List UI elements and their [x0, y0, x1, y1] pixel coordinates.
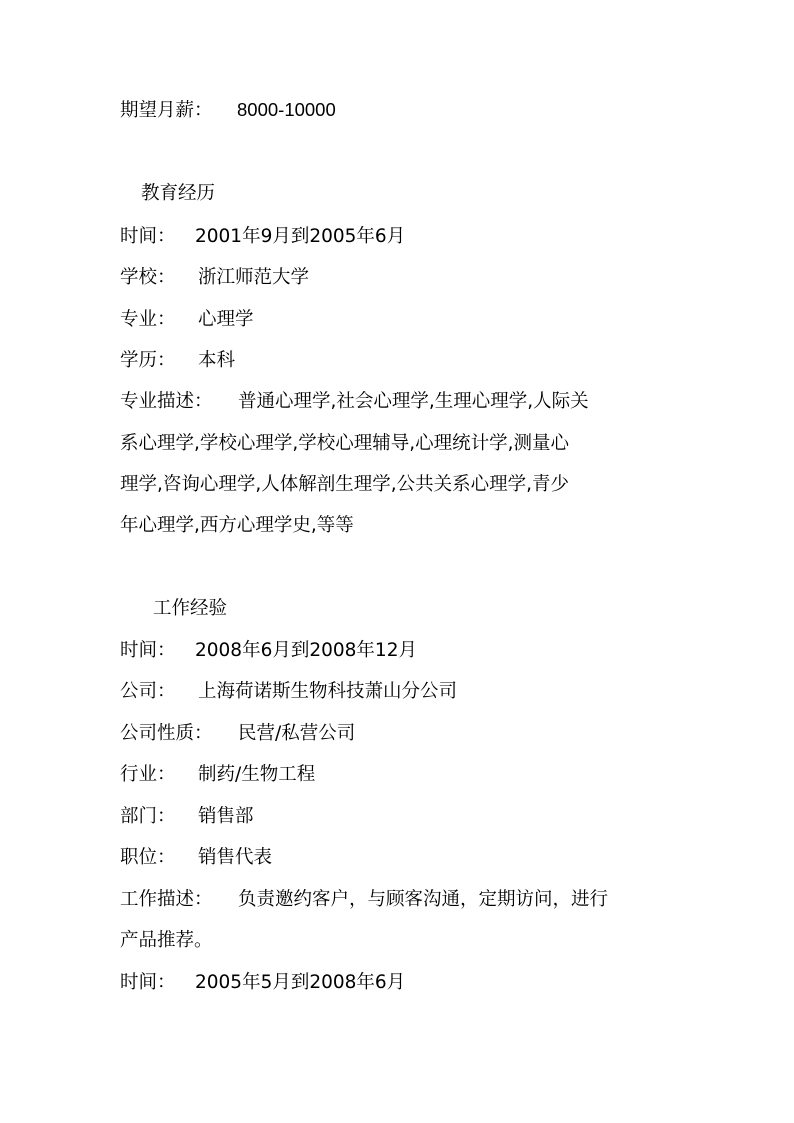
job1-description-line-2: 产品推荐。: [120, 930, 213, 951]
job1-description-text: 负责邀约客户，与顾客沟通，定期访问，进行: [238, 889, 609, 910]
job1-position-label: 职位：: [120, 847, 176, 868]
education-heading: 教育经历: [141, 183, 216, 204]
job2-time-line: [120, 971, 405, 995]
job1-description-label: 工作描述：: [120, 889, 213, 910]
major-description-label: 专业描述：: [120, 391, 213, 412]
major-label: 专业：: [120, 309, 176, 330]
job1-time-line: [120, 639, 417, 663]
job1-company-value: 上海荷诺斯生物科技萧山分公司: [198, 681, 458, 702]
job1-position-value: 销售代表: [198, 847, 273, 868]
job1-nature-label: 公司性质：: [120, 723, 213, 744]
job1-industry-line: [120, 763, 315, 787]
job2-time-value: 2005年5月到2008年6月: [195, 972, 406, 993]
job1-description-line-1: [120, 888, 608, 912]
job1-department-line: [120, 805, 254, 829]
degree-line: [120, 349, 235, 373]
major-description-line-2: 系心理学,学校心理学,学校心理辅导,心理统计学,测量心: [120, 433, 570, 454]
salary-line: [120, 98, 336, 123]
job1-time-label: 时间：: [120, 640, 176, 661]
job1-position-line: [120, 846, 272, 870]
major-line: [120, 308, 254, 332]
job1-company-line: [120, 680, 457, 704]
major-value: 心理学: [198, 309, 254, 330]
major-description-line-3: 理学,咨询心理学,人体解剖生理学,公共关系心理学,青少: [120, 474, 570, 495]
major-description-line-1: [120, 390, 589, 414]
job2-time-label: 时间：: [120, 972, 176, 993]
job1-nature-value: 民营/私营公司: [238, 723, 356, 744]
edu-time-value: 2001年9月到2005年6月: [195, 226, 406, 247]
degree-label: 学历：: [120, 350, 176, 371]
edu-time-line: [120, 225, 405, 249]
major-description-text: 普通心理学,社会心理学,生理心理学,人际关: [238, 391, 589, 412]
job1-nature-line: [120, 722, 355, 746]
job1-time-value: 2008年6月到2008年12月: [195, 640, 417, 661]
job1-department-label: 部门：: [120, 806, 176, 827]
job1-industry-value: 制药/生物工程: [198, 764, 316, 785]
job1-industry-label: 行业：: [120, 764, 176, 785]
job1-company-label: 公司：: [120, 681, 176, 702]
school-label: 学校：: [120, 267, 176, 288]
salary-value: 8000-10000: [237, 99, 336, 120]
school-line: [120, 266, 309, 290]
salary-label: 期望月薪：: [120, 100, 213, 121]
job1-department-value: 销售部: [198, 806, 254, 827]
degree-value: 本科: [198, 350, 236, 371]
work-heading: 工作经验: [153, 598, 228, 619]
edu-time-label: 时间：: [120, 226, 176, 247]
school-value: 浙江师范大学: [198, 267, 310, 288]
major-description-line-4: 年心理学,西方心理学史,等等: [120, 515, 354, 536]
